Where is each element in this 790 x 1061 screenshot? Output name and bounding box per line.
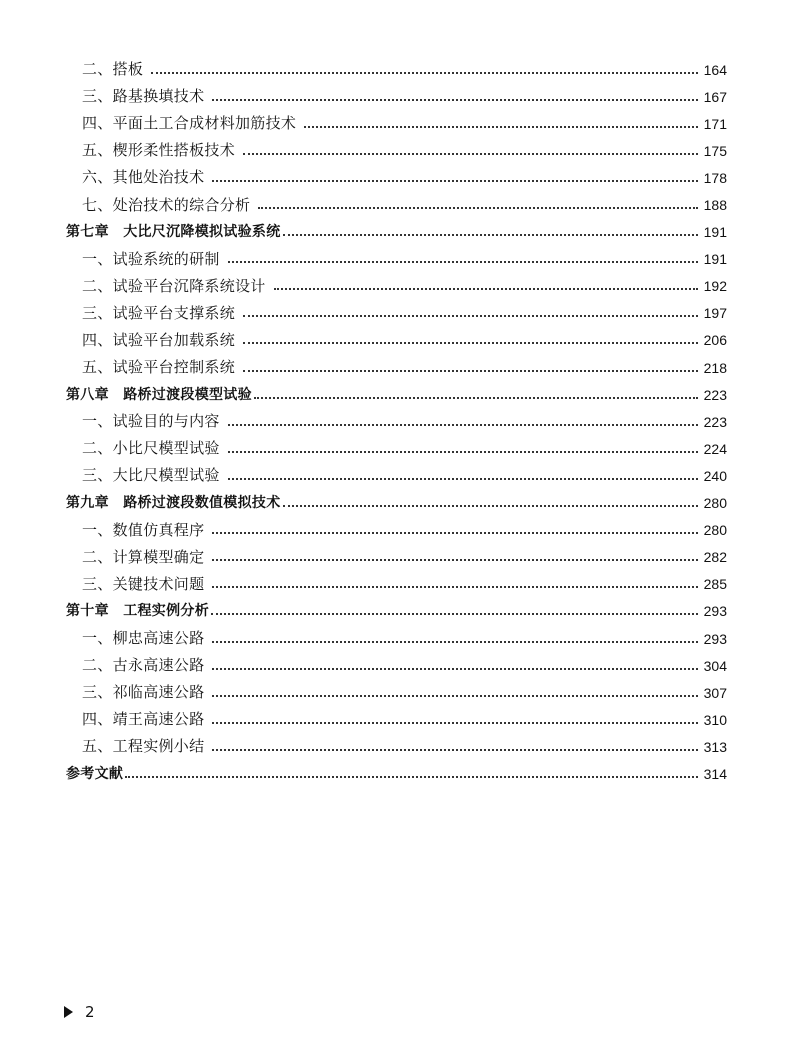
dot-leader xyxy=(212,532,697,534)
dot-leader xyxy=(212,641,697,643)
toc-entry-title: 三、祁临高速公路 xyxy=(82,683,205,702)
toc-entry-page: 282 xyxy=(703,549,727,566)
toc-entry-page: 167 xyxy=(703,88,727,105)
toc-section-entry[interactable] xyxy=(0,462,790,489)
toc-entry-page: 197 xyxy=(703,305,727,322)
toc-entry-title: 二、试验平台沉降系统设计 xyxy=(82,276,266,295)
toc-entry-page: 191 xyxy=(703,224,727,241)
toc-entry-title: 第九章 路桥过渡段数值模拟技术 xyxy=(66,495,281,512)
toc-section-entry[interactable] xyxy=(0,327,790,354)
toc-entry-title: 第十章 工程实例分析 xyxy=(66,603,209,620)
toc-entry-page: 280 xyxy=(703,522,727,539)
toc-section-entry[interactable] xyxy=(0,571,790,598)
toc-section-entry[interactable] xyxy=(0,137,790,164)
toc-entry-title: 三、试验平台支撑系统 xyxy=(82,303,236,322)
dot-leader xyxy=(254,397,698,399)
dot-leader xyxy=(304,126,697,128)
toc-entry-page: 178 xyxy=(703,169,727,186)
dot-leader xyxy=(243,315,698,317)
dot-leader xyxy=(212,586,697,588)
toc-chapter-entry[interactable] xyxy=(0,381,790,408)
toc-section-entry[interactable] xyxy=(0,56,790,83)
toc-entry-title: 一、试验系统的研制 xyxy=(82,249,220,268)
toc-entry-title: 四、靖王高速公路 xyxy=(82,710,205,729)
toc-entry-title: 五、楔形柔性搭板技术 xyxy=(82,141,236,160)
toc-section-entry[interactable] xyxy=(0,517,790,544)
dot-leader xyxy=(258,207,697,209)
toc-section-entry[interactable] xyxy=(0,652,790,679)
toc-chapter-entry[interactable] xyxy=(0,490,790,517)
toc-entry-title: 二、小比尺模型试验 xyxy=(82,439,220,458)
dot-leader xyxy=(212,749,697,751)
dot-leader xyxy=(212,559,697,561)
toc-entry-title: 参考文献 xyxy=(66,765,124,782)
toc-entry-page: 240 xyxy=(703,467,727,484)
dot-leader xyxy=(283,234,698,236)
toc-entry-page: 192 xyxy=(703,278,727,295)
toc-entry-page: 171 xyxy=(703,115,727,132)
dot-leader xyxy=(212,180,697,182)
toc-entry-title: 一、柳忠高速公路 xyxy=(82,629,205,648)
toc-chapter-entry[interactable] xyxy=(0,219,790,246)
dot-leader xyxy=(243,370,698,372)
toc-entry-page: 224 xyxy=(703,440,727,457)
toc-entry-page: 285 xyxy=(703,576,727,593)
toc-section-entry[interactable] xyxy=(0,544,790,571)
toc-entry-title: 一、试验目的与内容 xyxy=(82,412,220,431)
toc-entry-title: 四、试验平台加载系统 xyxy=(82,330,236,349)
toc-entry-page: 175 xyxy=(703,142,727,159)
toc-entry-page: 191 xyxy=(703,251,727,268)
toc-entry-page: 310 xyxy=(703,711,727,728)
toc-section-entry[interactable] xyxy=(0,706,790,733)
toc-section-entry[interactable] xyxy=(0,625,790,652)
toc-entry-title: 三、关键技术问题 xyxy=(82,574,205,593)
dot-leader xyxy=(283,505,698,507)
dot-leader xyxy=(212,722,697,724)
toc-section-entry[interactable] xyxy=(0,435,790,462)
dot-leader xyxy=(228,424,698,426)
table-of-contents xyxy=(0,56,790,788)
toc-section-entry[interactable] xyxy=(0,191,790,218)
toc-entry-title: 七、处治技术的综合分析 xyxy=(82,195,251,214)
dot-leader xyxy=(228,261,698,263)
toc-entry-title: 二、古永高速公路 xyxy=(82,656,205,675)
triangle-right-icon xyxy=(64,1006,73,1018)
toc-section-entry[interactable] xyxy=(0,679,790,706)
toc-entry-page: 223 xyxy=(703,413,727,430)
toc-section-entry[interactable] xyxy=(0,300,790,327)
toc-entry-page: 307 xyxy=(703,684,727,701)
dot-leader xyxy=(212,99,697,101)
toc-entry-page: 293 xyxy=(703,603,727,620)
toc-entry-page: 304 xyxy=(703,657,727,674)
toc-section-entry[interactable] xyxy=(0,110,790,137)
toc-entry-title: 二、搭板 xyxy=(82,60,144,79)
toc-entry-title: 四、平面土工合成材料加筋技术 xyxy=(82,114,297,133)
toc-chapter-entry[interactable] xyxy=(0,760,790,787)
toc-entry-page: 280 xyxy=(703,495,727,512)
dot-leader xyxy=(125,776,697,778)
toc-entry-title: 五、试验平台控制系统 xyxy=(82,358,236,377)
page-number: 2 xyxy=(85,1003,95,1021)
dot-leader xyxy=(228,451,698,453)
dot-leader xyxy=(212,695,697,697)
dot-leader xyxy=(211,613,698,615)
toc-entry-title: 第八章 路桥过渡段模型试验 xyxy=(66,386,252,403)
toc-section-entry[interactable] xyxy=(0,733,790,760)
toc-chapter-entry[interactable] xyxy=(0,598,790,625)
toc-entry-title: 五、工程实例小结 xyxy=(82,737,205,756)
toc-entry-page: 223 xyxy=(703,386,727,403)
toc-entry-page: 293 xyxy=(703,630,727,647)
toc-entry-title: 三、大比尺模型试验 xyxy=(82,466,220,485)
toc-section-entry[interactable] xyxy=(0,273,790,300)
toc-entry-page: 188 xyxy=(703,197,727,214)
toc-section-entry[interactable] xyxy=(0,164,790,191)
toc-entry-title: 三、路基换填技术 xyxy=(82,87,205,106)
dot-leader xyxy=(274,288,698,290)
toc-entry-title: 一、数值仿真程序 xyxy=(82,520,205,539)
toc-section-entry[interactable] xyxy=(0,83,790,110)
toc-entry-page: 313 xyxy=(703,738,727,755)
toc-section-entry[interactable] xyxy=(0,246,790,273)
toc-entry-page: 206 xyxy=(703,332,727,349)
toc-entry-title: 二、计算模型确定 xyxy=(82,547,205,566)
toc-section-entry[interactable] xyxy=(0,408,790,435)
dot-leader xyxy=(151,72,697,74)
dot-leader xyxy=(228,478,698,480)
toc-entry-page: 164 xyxy=(703,61,727,78)
dot-leader xyxy=(243,342,698,344)
toc-entry-title: 第七章 大比尺沉降模拟试验系统 xyxy=(66,224,281,241)
toc-section-entry[interactable] xyxy=(0,354,790,381)
page-footer xyxy=(64,1003,95,1021)
dot-leader xyxy=(212,668,697,670)
dot-leader xyxy=(243,153,698,155)
toc-entry-page: 218 xyxy=(703,359,727,376)
toc-entry-title: 六、其他处治技术 xyxy=(82,168,205,187)
toc-entry-page: 314 xyxy=(703,765,727,782)
